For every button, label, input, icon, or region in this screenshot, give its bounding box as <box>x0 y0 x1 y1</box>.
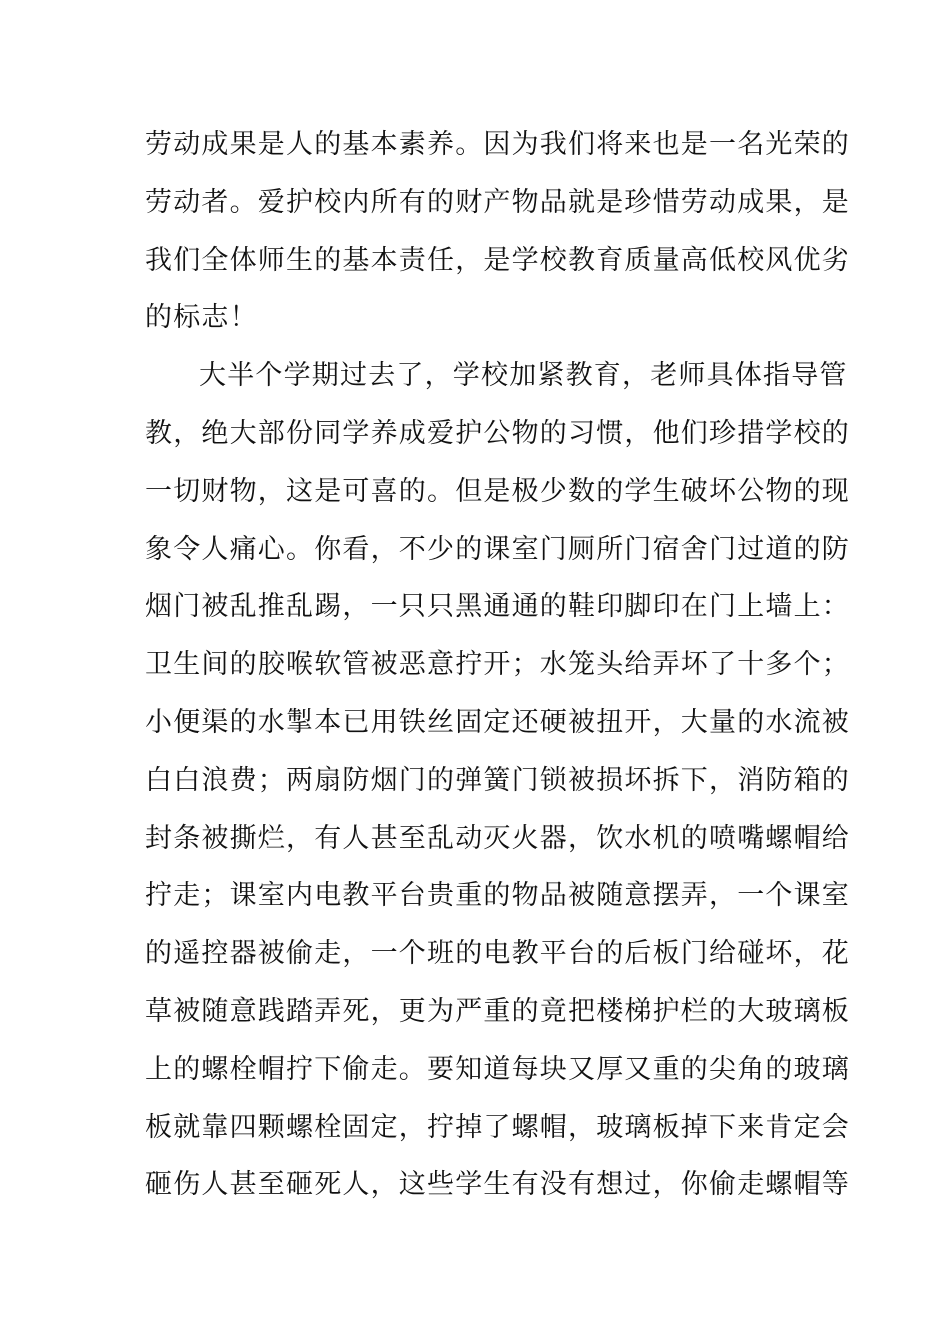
text-line: 拧走；课室内电教平台贵重的物品被随意摆弄，一个课室 <box>145 880 850 912</box>
text-line: 草被随意践踏弄死，更为严重的竟把楼梯护栏的大玻璃板 <box>145 995 850 1027</box>
text-line: 小便渠的水掣本已用铁丝固定还硬被扭开，大量的水流被 <box>145 706 850 738</box>
text-line: 劳动成果是人的基本素养。因为我们将来也是一名光荣的 <box>145 129 850 160</box>
text-line: 的遥控器被偷走，一个班的电教平台的后板门给碰坏，花 <box>145 938 850 970</box>
body-text <box>145 116 850 1214</box>
text-line: 卫生间的胶喉软管被恶意拧开；水笼头给弄坏了十多个； <box>145 649 850 681</box>
text-line: 板就靠四颗螺栓固定，拧掉了螺帽，玻璃板掉下来肯定会 <box>145 1111 850 1143</box>
text-line: 砸伤人甚至砸死人，这些学生有没有想过，你偷走螺帽等 <box>145 1169 850 1201</box>
text-line: 封条被撕烂，有人甚至乱动灭火器，饮水机的喷嘴螺帽给 <box>145 822 850 854</box>
text-line: 大半个学期过去了，学校加紧教育，老师具体指导管 <box>199 360 848 392</box>
text-line: 上的螺栓帽拧下偷走。要知道每块又厚又重的尖角的玻璃 <box>145 1053 850 1085</box>
text-line: 象令人痛心。你看，不少的课室门厕所门宿舍门过道的防 <box>145 533 850 565</box>
text-line: 我们全体师生的基本责任，是学校教育质量高低校风优劣 <box>145 244 850 276</box>
text-line: 劳动者。爱护校内所有的财产物品就是珍惜劳动成果，是 <box>145 186 850 218</box>
text-line: 烟门被乱推乱踢，一只只黑通通的鞋印脚印在门上墙上： <box>145 591 850 623</box>
text-line: 的标志！ <box>145 302 258 334</box>
text-line: 一切财物，这是可喜的。但是极少数的学生破坏公物的现 <box>145 475 850 507</box>
text-line: 白白浪费；两扇防烟门的弹簧门锁被损坏拆下，消防箱的 <box>145 764 850 796</box>
text-line: 教，绝大部份同学养成爱护公物的习惯，他们珍措学校的 <box>145 417 850 449</box>
